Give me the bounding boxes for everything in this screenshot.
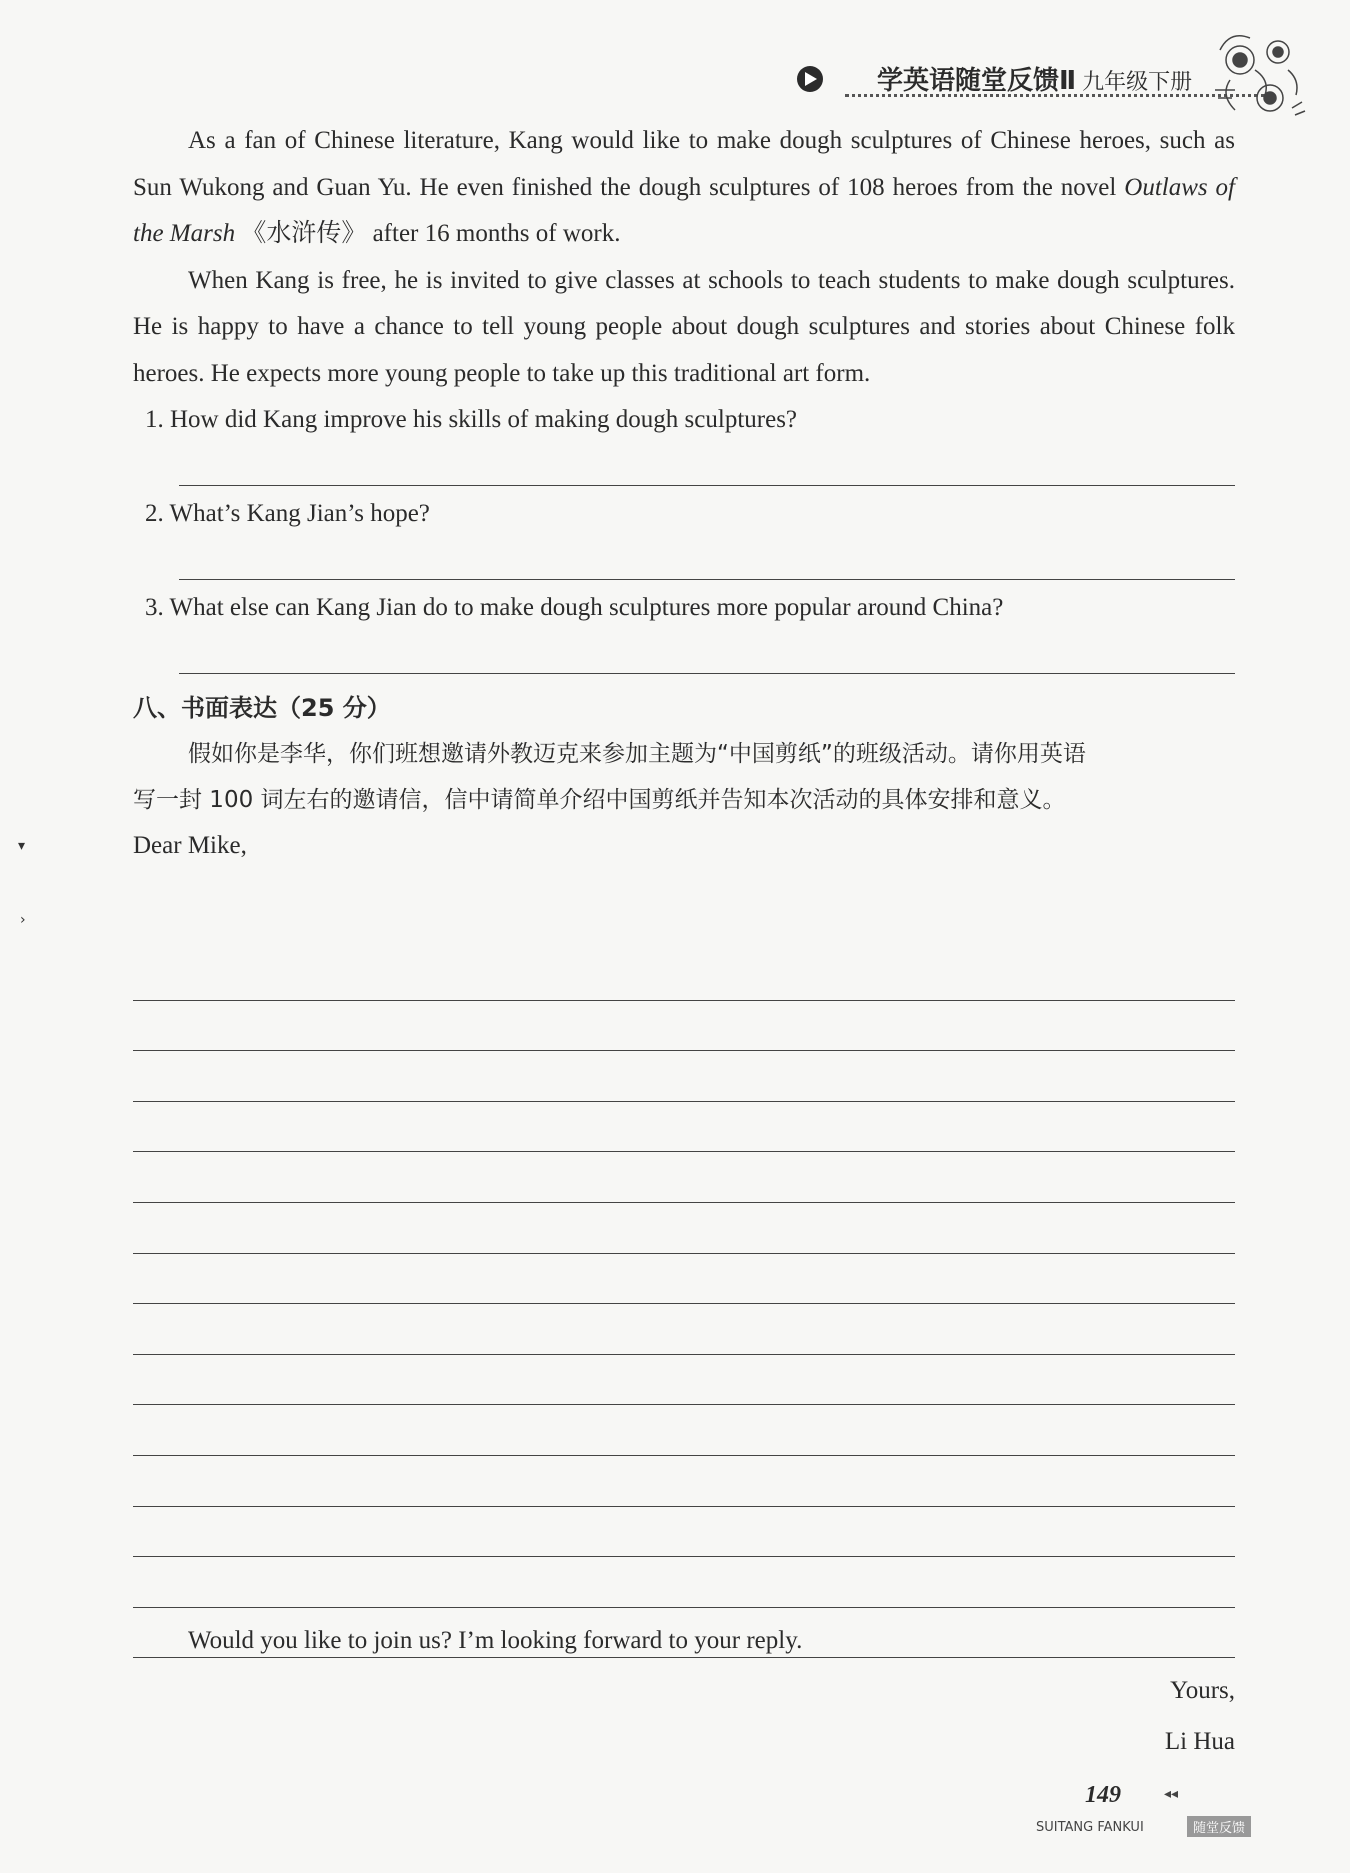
writing-line[interactable]: [133, 1304, 1235, 1355]
writing-task-line-2: 写一封 100 词左右的邀请信，信中请简单介绍中国剪纸并告知本次活动的具体安排和意义。: [133, 787, 1066, 813]
writing-line[interactable]: [133, 950, 1235, 1001]
writing-line[interactable]: [133, 1051, 1235, 1102]
question-text: 1. How did Kang improve his skills of making dough sculptures?: [145, 406, 798, 433]
margin-mark: ›: [20, 912, 26, 928]
writing-area: [133, 950, 1235, 1658]
floral-ornament-icon: [1200, 20, 1310, 130]
letter-greeting: Dear Mike,: [133, 832, 247, 859]
writing-line[interactable]: [133, 1001, 1235, 1052]
letter-closing: Would you like to join us? I’m looking forward to your reply.: [188, 1627, 803, 1654]
letter-signature: Li Hua: [1164, 1728, 1235, 1755]
question-3: [133, 585, 1235, 679]
writing-line[interactable]: [133, 1102, 1235, 1153]
question-1: [133, 397, 1235, 491]
novel-title: Outlaws of the Marsh: [133, 173, 1235, 247]
writing-line[interactable]: [133, 1507, 1235, 1558]
passage-paragraph-2: When Kang is free, he is invited to give classes at schools to teach students to make dough sculptures. He is happy to have a chance to tell young people about dough sculptures and stories about Chinese folk heroes. He expects more young people to take up this traditional art form.: [133, 266, 1235, 387]
writing-line[interactable]: [133, 1254, 1235, 1305]
page-number: 149: [1085, 1782, 1121, 1808]
footer-brand: SUITANG FANKUI: [1036, 1820, 1144, 1835]
book-subtitle: 九年级下册: [1082, 70, 1193, 95]
book-title: 学英语随堂反馈Ⅱ 九年级下册: [877, 66, 1193, 96]
section-title: 八、书面表达（25 分）: [133, 694, 391, 722]
writing-task-line-1: 假如你是李华，你们班想邀请外教迈克来参加主题为“中国剪纸”的班级活动。请你用英语: [188, 741, 1086, 767]
question-text: 2. What’s Kang Jian’s hope?: [145, 500, 430, 527]
letter-sign-off: Yours,: [1170, 1677, 1235, 1704]
question-2: [133, 491, 1235, 585]
answer-line[interactable]: [179, 485, 1235, 486]
writing-line[interactable]: [133, 1456, 1235, 1507]
back-arrows-icon: ◂◂: [1164, 1786, 1179, 1802]
footer-badge: 随堂反馈: [1187, 1816, 1251, 1837]
question-text: 3. What else can Kang Jian do to make dough sculptures more popular around China?: [145, 594, 1004, 621]
margin-mark: ▾: [18, 838, 26, 854]
play-circle-icon: [797, 66, 823, 92]
writing-line[interactable]: [133, 1203, 1235, 1254]
main-content: [133, 118, 1235, 869]
writing-line[interactable]: [133, 1152, 1235, 1203]
writing-line[interactable]: [133, 1557, 1235, 1608]
answer-line[interactable]: [179, 673, 1235, 674]
writing-line[interactable]: [133, 1355, 1235, 1406]
answer-line[interactable]: [179, 579, 1235, 580]
passage-paragraph-1: As a fan of Chinese literature, Kang would like to make dough sculptures of Chinese heroes, such as Sun Wukong and Guan Yu. He even finished the dough sculptures of 108 heroes from the novel Outlaws of the Marsh 《水浒传》 after 16 months of work.: [133, 127, 1235, 247]
writing-line[interactable]: [133, 1405, 1235, 1456]
